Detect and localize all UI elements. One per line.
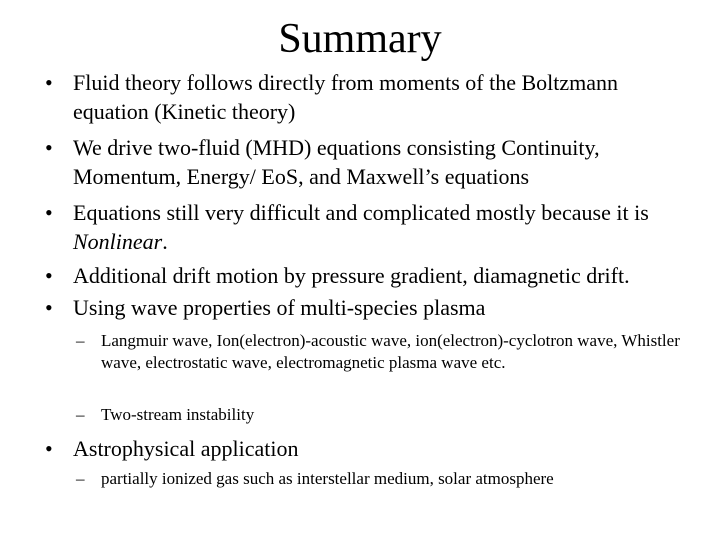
bullet-marker: •	[45, 70, 53, 95]
bullet-marker: •	[45, 436, 53, 461]
bullet-text: We drive two-fluid (MHD) equations consisting Continuity, Momentum, Energy/ EoS, and Maxwell’s equations	[73, 135, 600, 189]
bullet-item	[0, 434, 720, 463]
sub-item-text: partially ionized gas such as interstellar medium, solar atmosphere	[101, 469, 554, 488]
bullet-item	[0, 293, 720, 322]
bullet-item	[0, 261, 720, 290]
bullet-item	[0, 133, 720, 191]
bullet-text: Astrophysical application	[73, 436, 299, 461]
bullet-text: Additional drift motion by pressure gradient, diamagnetic drift.	[73, 263, 630, 288]
bullet-text-italic: Nonlinear	[73, 229, 163, 254]
sub-item	[0, 330, 720, 374]
sub-item	[0, 404, 720, 426]
sub-item-text: Langmuir wave, Ion(electron)-acoustic wave, ion(electron)-cyclotron wave, Whistler wave, electrostatic wave, electromagnetic plasma wave etc.	[101, 331, 680, 372]
dash-marker: –	[76, 405, 85, 424]
bullet-text-part: Equations still very difficult and complicated mostly because it is	[73, 200, 649, 225]
bullet-text-part: .	[162, 229, 168, 254]
slide-title: Summary	[278, 16, 442, 62]
dash-marker: –	[76, 469, 85, 488]
bullet-marker: •	[45, 295, 53, 320]
sub-item-text: Two-stream instability	[101, 405, 255, 424]
bullet-text	[0, 198, 720, 256]
bullet-item	[0, 68, 720, 126]
bullet-marker: •	[45, 200, 53, 225]
bullet-item	[0, 198, 720, 256]
dash-marker: –	[76, 331, 85, 350]
bullet-text: Fluid theory follows directly from moments of the Boltzmann equation (Kinetic theory)	[73, 70, 619, 124]
bullet-marker: •	[45, 135, 53, 160]
bullet-marker: •	[45, 263, 53, 288]
bullet-text: Using wave properties of multi-species plasma	[73, 295, 486, 320]
sub-item	[0, 468, 720, 490]
